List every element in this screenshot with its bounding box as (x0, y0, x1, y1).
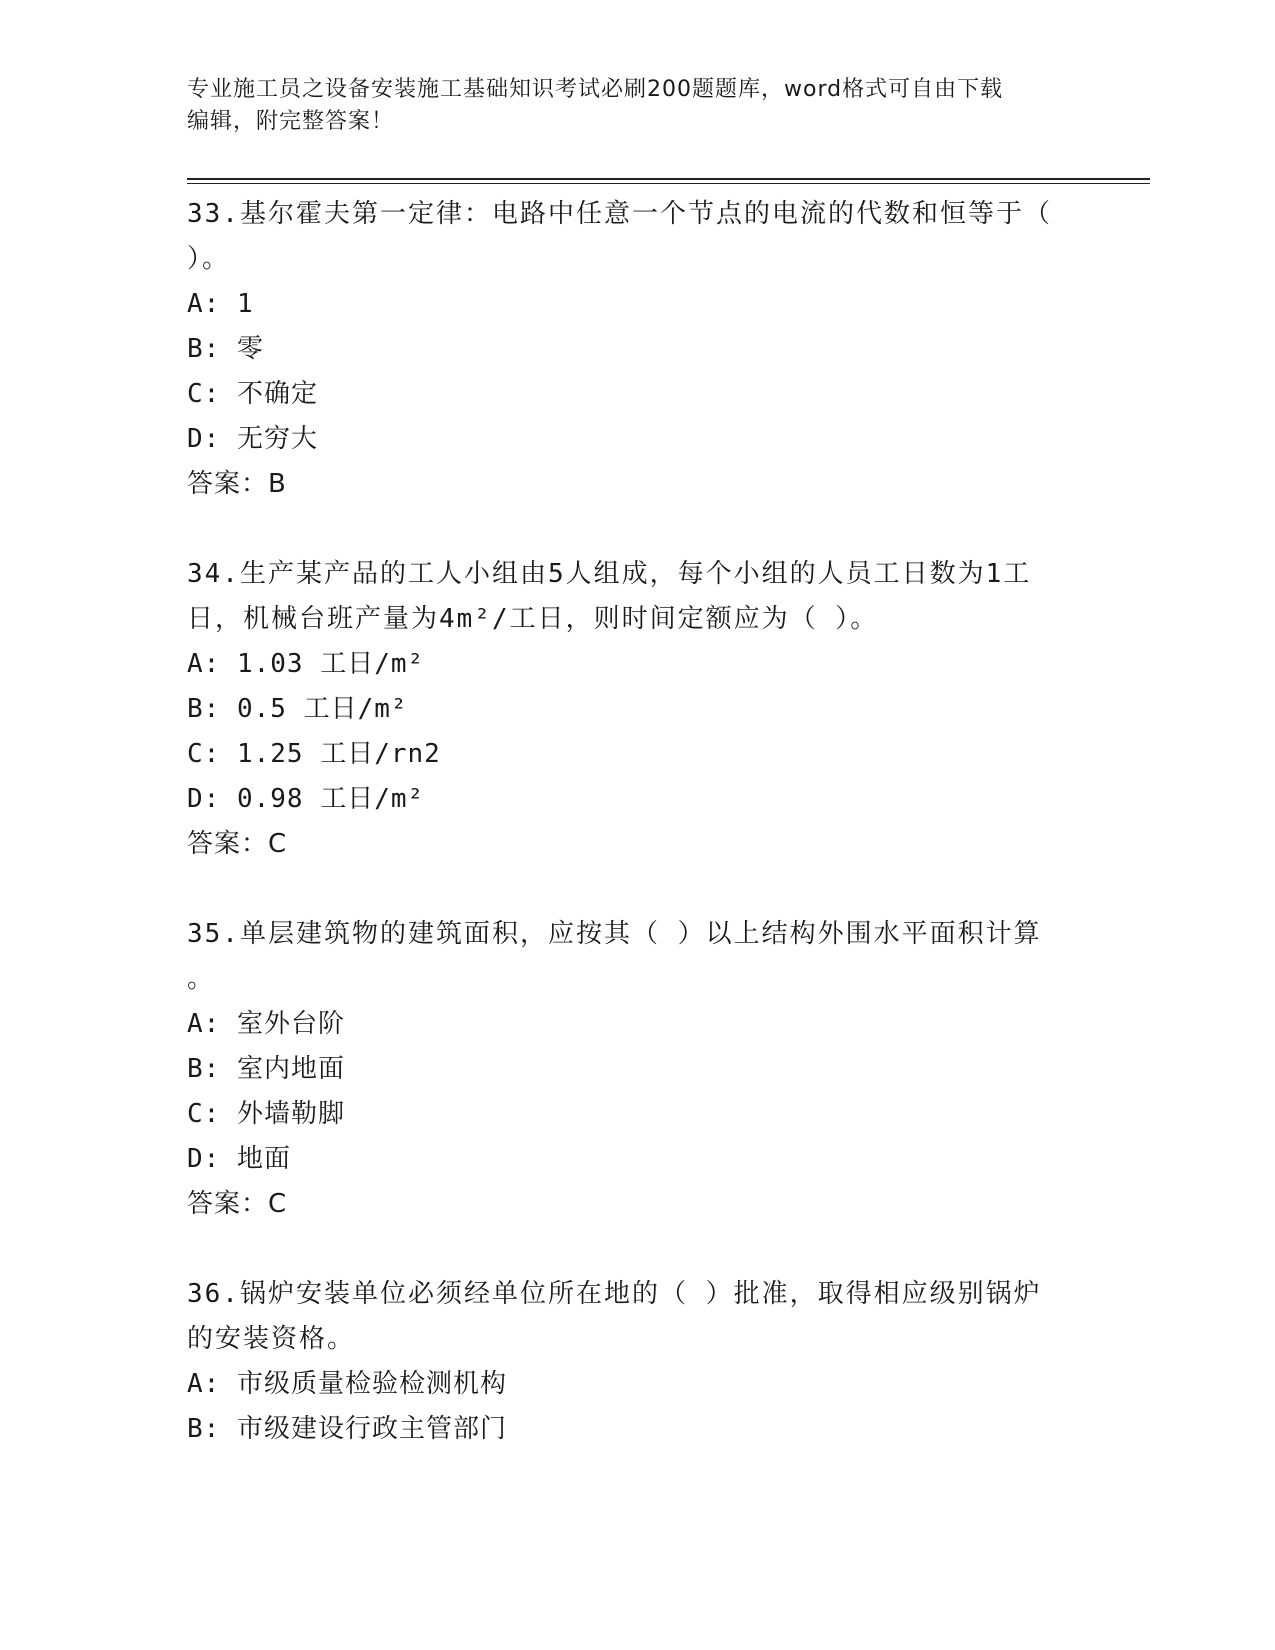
option-c: C: 外墙勒脚 (187, 1099, 345, 1129)
option-a: A: 室外台阶 (187, 1009, 345, 1039)
question-stem-line: 。 (187, 964, 216, 994)
answer-line: 答案：B (187, 469, 287, 499)
header-line-1: 专业施工员之设备安装施工基础知识考试必刷200题题库，word格式可自由下载 (187, 77, 1004, 102)
option-b: B: 室内地面 (187, 1054, 345, 1084)
question-stem-line: 34.生产某产品的工人小组由5人组成，每个小组的人员工日数为1工 (187, 559, 1032, 589)
answer-line: 答案：C (187, 1189, 288, 1219)
question-stem-line: ）。 (187, 244, 231, 274)
header-divider-thick (187, 178, 1150, 180)
option-b: B: 零 (187, 334, 264, 364)
option-d: D: 地面 (187, 1144, 291, 1174)
option-a: A: 1.03 工日/m² (187, 649, 425, 679)
option-c: C: 不确定 (187, 379, 318, 409)
option-b: B: 0.5 工日/m² (187, 694, 408, 724)
question-35 (187, 912, 1087, 1227)
question-stem-line: 35.单层建筑物的建筑面积，应按其（ ）以上结构外围水平面积计算 (187, 919, 1042, 949)
header-divider-thin (187, 183, 1150, 184)
question-stem-line: 的安装资格。 (187, 1324, 356, 1354)
question-stem-line: 36.锅炉安装单位必须经单位所在地的（ ）批准，取得相应级别锅炉 (187, 1279, 1042, 1309)
option-d: D: 无穷大 (187, 424, 318, 454)
header-line-2: 编辑，附完整答案！ (187, 109, 395, 134)
question-34 (187, 552, 1087, 867)
document-header (187, 74, 1067, 138)
question-33 (187, 192, 1087, 507)
answer-line: 答案：C (187, 829, 288, 859)
question-list (187, 192, 1087, 1497)
option-c: C: 1.25 工日/rn2 (187, 739, 441, 769)
question-stem-line: 日，机械台班产量为4m²/工日，则时间定额应为（ ）。 (187, 604, 879, 634)
option-a: A: 1 (187, 289, 254, 319)
option-a: A: 市级质量检验检测机构 (187, 1369, 507, 1399)
question-36 (187, 1272, 1087, 1452)
question-stem-line: 33.基尔霍夫第一定律：电路中任意一个节点的电流的代数和恒等于（ (187, 199, 1052, 229)
option-d: D: 0.98 工日/m² (187, 784, 425, 814)
option-b: B: 市级建设行政主管部门 (187, 1414, 507, 1444)
